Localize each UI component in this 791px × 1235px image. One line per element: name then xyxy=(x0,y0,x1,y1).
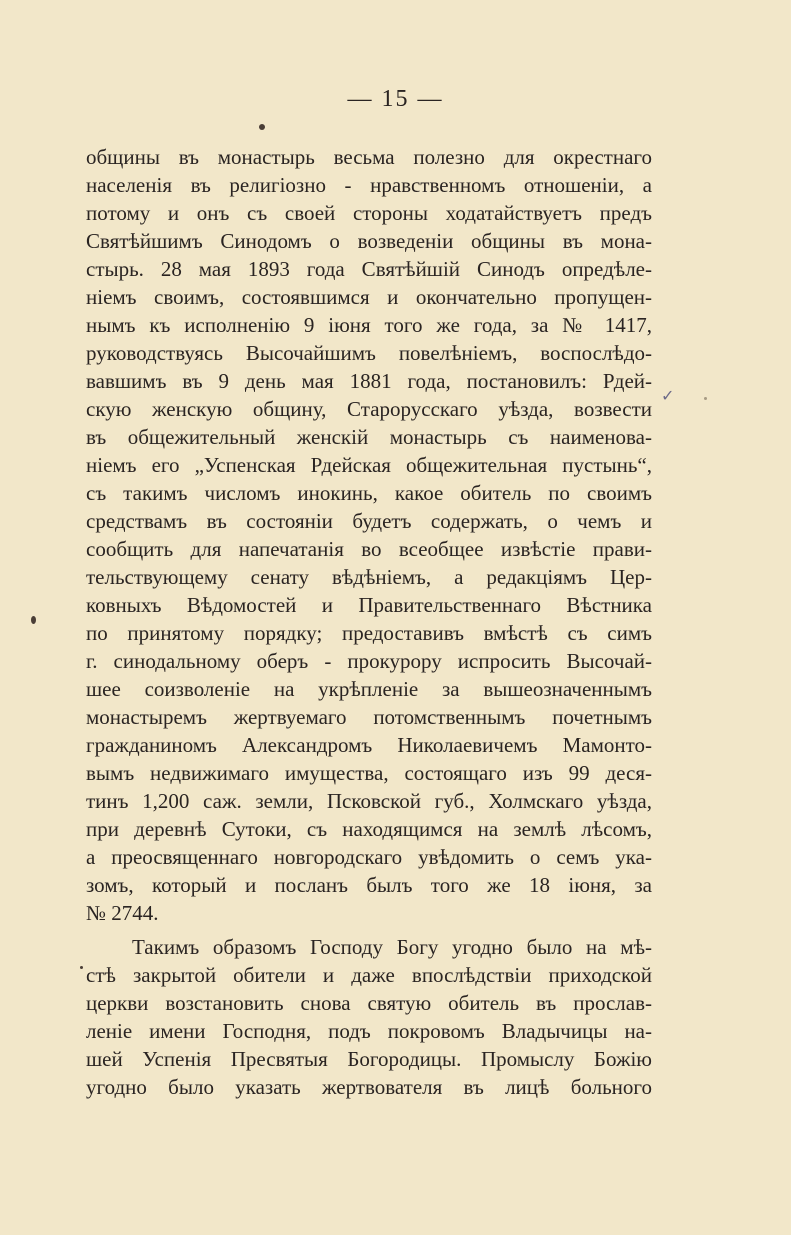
text-line: а преосвященнаго новгородскаго увѣдомить о семъ ука- xyxy=(86,845,652,869)
text-line: съ такимъ числомъ инокинь, какое обитель по своимъ xyxy=(86,481,652,505)
text-line: шей Успенія Пресвятыя Богородицы. Промыслу Божію xyxy=(86,1047,652,1071)
text-line: тинъ 1,200 саж. земли, Псковской губ., Холмскаго уѣзда, xyxy=(86,789,652,813)
text-line: нымъ къ исполненію 9 іюня того же года, за № 1417, xyxy=(86,313,652,337)
text-line: ковныхъ Вѣдомостей и Правительственнаго Вѣстника xyxy=(86,593,652,617)
text-line: сообщить для напечатанія во всеобщее извѣстіе прави- xyxy=(86,537,652,561)
text-line: скую женскую общину, Старорусскаго уѣзда, возвести xyxy=(86,397,652,421)
text-line: вымъ недвижимаго имущества, состоящаго изъ 99 деся- xyxy=(86,761,652,785)
text-line: монастыремъ жертвуемаго потомственнымъ почетнымъ xyxy=(86,705,652,729)
text-line: угодно было указать жертвователя въ лицѣ больного xyxy=(86,1075,652,1099)
text-line: зомъ, который и посланъ былъ того же 18 іюня, за xyxy=(86,873,652,897)
text-line: руководствуясь Высочайшимъ повелѣніемъ, воспослѣдо- xyxy=(86,341,652,365)
text-line: Святѣйшимъ Синодомъ о возведеніи общины въ мона- xyxy=(86,229,652,253)
text-line: тельствующему сенату вѣдѣніемъ, а редакціямъ Цер- xyxy=(86,565,652,589)
ink-speck xyxy=(80,966,83,969)
text-line: общины въ монастырь весьма полезно для окрестнаго xyxy=(86,145,652,169)
text-line: гражданиномъ Александромъ Николаевичемъ Мамонто- xyxy=(86,733,652,757)
pencil-checkmark: ✓ xyxy=(661,386,675,405)
text-line: въ общежительный женскій монастырь съ наименова- xyxy=(86,425,652,449)
text-line: г. синодальному оберъ - прокурору испросить Высочай- xyxy=(86,649,652,673)
text-line: населенія въ религіозно - нравственномъ отношеніи, а xyxy=(86,173,652,197)
page-number: — 15 — xyxy=(347,86,444,112)
text-line: шее соизволеніе на укрѣпленіе за вышеозначеннымъ xyxy=(86,677,652,701)
text-line: № 2744. xyxy=(86,901,159,925)
ink-speck xyxy=(31,616,36,624)
text-line: средствамъ въ состояніи будетъ содержать, о чемъ и xyxy=(86,509,652,533)
ink-speck xyxy=(259,124,265,130)
text-line: при деревнѣ Сутоки, съ находящимся на землѣ лѣсомъ, xyxy=(86,817,652,841)
text-line: стѣ закрытой обители и даже впослѣдствіи приходской xyxy=(86,963,652,987)
text-line: ніемъ своимъ, состоявшимся и окончательно пропущен- xyxy=(86,285,652,309)
text-line: потому и онъ съ своей стороны ходатайствуетъ предъ xyxy=(86,201,652,225)
text-line: по принятому порядку; предоставивъ вмѣстѣ съ симъ xyxy=(86,621,652,645)
text-line: ніемъ его „Успенская Рдейская общежительная пустынь“, xyxy=(86,453,652,477)
ink-speck xyxy=(704,397,707,400)
text-line: стырь. 28 мая 1893 года Святѣйшій Синодъ опредѣле- xyxy=(86,257,652,281)
text-line: церкви возстановить снова святую обитель въ прослав- xyxy=(86,991,652,1015)
text-line: леніе имени Господня, подъ покровомъ Владычицы на- xyxy=(86,1019,652,1043)
text-line: вавшимъ въ 9 день мая 1881 года, постановилъ: Рдей- xyxy=(86,369,652,393)
text-line: Такимъ образомъ Господу Богу угодно было на мѣ- xyxy=(132,935,652,959)
